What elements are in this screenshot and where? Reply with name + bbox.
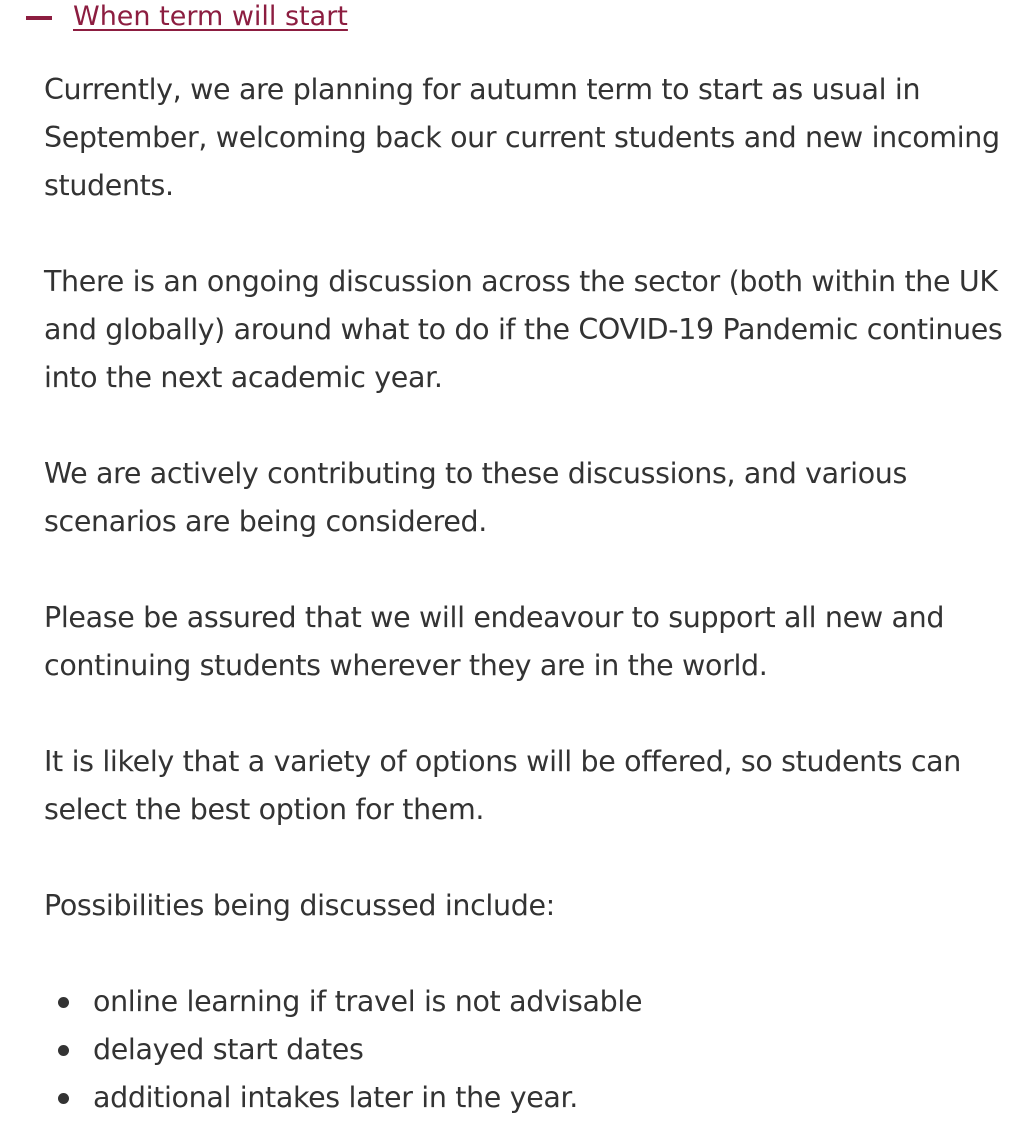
paragraph-contributing: We are actively contributing to these discussions, and various scenarios are being considered.	[44, 457, 908, 538]
accordion-header[interactable]	[26, 0, 348, 34]
bullet-icon	[58, 1093, 69, 1104]
accordion-title-link[interactable]: When term will start	[73, 1, 348, 32]
list-item-text: delayed start dates	[93, 1033, 364, 1066]
accordion-content	[44, 66, 1019, 1122]
paragraph-options: It is likely that a variety of options will be offered, so students can select the best option for them.	[44, 745, 962, 826]
list-item-text: online learning if travel is not advisable	[93, 985, 643, 1018]
paragraph-sector-discussion: There is an ongoing discussion across the sector (both within the UK and globally) around what to do if the COVID-19 Pandemic continues into the next academic year.	[44, 265, 1003, 394]
minus-icon[interactable]	[26, 16, 52, 20]
bullet-icon	[58, 997, 69, 1008]
list-item	[44, 1074, 1019, 1122]
list-item	[44, 978, 1019, 1026]
list-item	[44, 1026, 1019, 1074]
paragraph-possibilities: Possibilities being discussed include:	[44, 889, 555, 922]
list-item-text: additional intakes later in the year.	[93, 1081, 578, 1114]
possibilities-list	[44, 978, 1019, 1122]
paragraph-term-start: Currently, we are planning for autumn term to start as usual in September, welcoming back our current students and new incoming students.	[44, 73, 1000, 202]
paragraph-support: Please be assured that we will endeavour to support all new and continuing students wherever they are in the world.	[44, 601, 945, 682]
bullet-icon	[58, 1045, 69, 1056]
